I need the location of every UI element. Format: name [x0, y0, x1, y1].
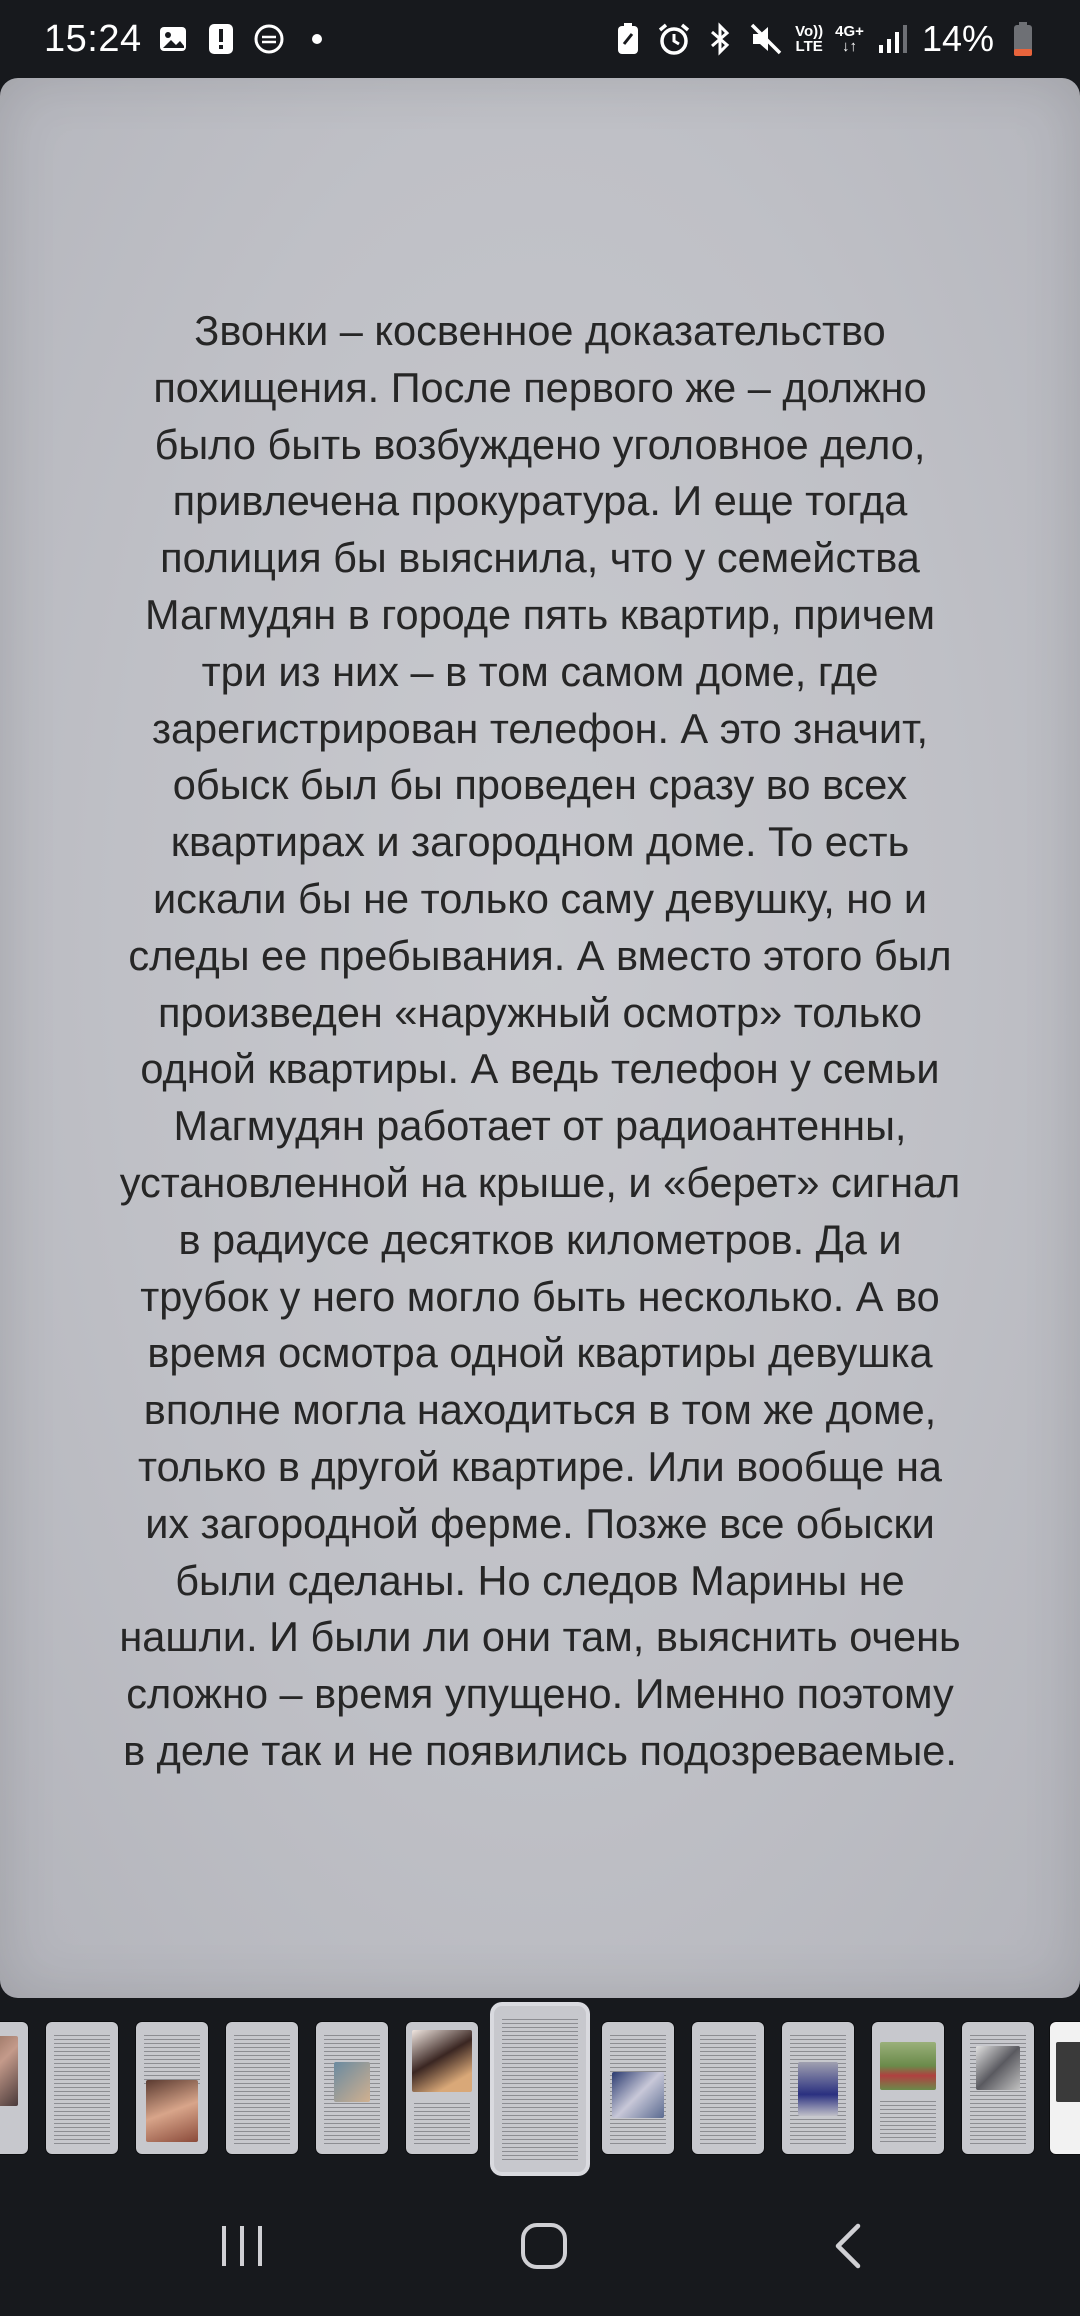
text-line: нашли. И были ли они там, выяснить очень [119, 1613, 961, 1661]
page-thumbnail-selected[interactable] [494, 2006, 586, 2172]
thumbnail-photo [880, 2042, 936, 2090]
back-icon [832, 2222, 864, 2275]
page-thumbnail[interactable] [46, 2022, 118, 2154]
page-text [52, 303, 1028, 1780]
text-line: время осмотра одной квартиры девушка [147, 1329, 933, 1377]
page-sheet[interactable] [0, 78, 1080, 1998]
text-line: в деле так и не появились подозреваемые. [123, 1726, 957, 1774]
text-line: трубок у него могло быть несколько. А во [140, 1272, 940, 1320]
thumbnail-text [234, 2032, 290, 2144]
text-line: одной квартиры. А ведь телефон у семьи [140, 1045, 940, 1093]
gallery-icon [156, 22, 190, 56]
text-line: три из них – в том самом доме, где [201, 647, 879, 695]
4g-icon [835, 24, 864, 54]
text-line: Звонки – косвенное доказательство [194, 307, 886, 354]
text-line: их загородной ферме. Позже все обыски [145, 1499, 935, 1547]
recents-button[interactable] [182, 2208, 302, 2288]
text-line: были сделаны. Но следов Марины не [175, 1556, 905, 1604]
thumbnail-photo [334, 2062, 370, 2102]
text-line: полиция бы выяснила, что у семейства [160, 534, 920, 582]
volte-icon [795, 24, 823, 54]
net-label: 4G+ [835, 23, 864, 40]
home-icon [520, 2222, 568, 2275]
data-arrows: ↓↑ [842, 38, 858, 55]
text-line: вполне могла находиться в том же доме, [143, 1386, 937, 1434]
page-viewer[interactable] [0, 78, 1080, 1998]
text-line: зарегистрирован телефон. А это значит, [151, 704, 929, 752]
thumbnail-photo [798, 2062, 838, 2116]
mute-icon [749, 22, 783, 56]
battery-saver-icon [611, 22, 645, 56]
text-line: произведен «наружный осмотр» только [158, 988, 922, 1036]
text-line: Магмудян работает от радиоантенны, [173, 1102, 907, 1150]
volte-bottom: LTE [795, 38, 823, 55]
thumbnail-photo [1056, 2042, 1080, 2102]
page-thumbnail[interactable] [962, 2022, 1034, 2154]
thumbnail-photo [612, 2072, 664, 2118]
text-line: установленной на крыше, и «берет» сигнал [119, 1158, 961, 1206]
alarm-icon [657, 22, 691, 56]
text-line: сложно – время упущено. Именно поэтому [126, 1670, 954, 1718]
text-line: было быть возбуждено уголовное дело, [154, 420, 926, 468]
thumbnail-text [414, 2100, 470, 2144]
status-bar [0, 0, 1080, 78]
battery-percent: 14% [921, 18, 994, 59]
text-line: искали бы не только саму девушку, но и [152, 874, 927, 922]
page-thumbnail[interactable] [602, 2022, 674, 2154]
thumbnail-text [502, 2016, 578, 2162]
status-right [611, 0, 1040, 78]
page-thumbnail[interactable] [782, 2022, 854, 2154]
thumbnail-text [54, 2032, 110, 2144]
volte-top: Vo)) [795, 23, 824, 40]
text-line: следы ее пребывания. А вместо этого был [128, 931, 952, 979]
page-thumbnail[interactable] [0, 2022, 28, 2154]
text-line: похищения. После первого же – должно [153, 363, 927, 411]
sync-icon [252, 22, 286, 56]
text-line: только в другой квартире. Или вообще на [138, 1442, 942, 1490]
thumbnail-photo [976, 2046, 1020, 2090]
thumbnail-text [700, 2032, 756, 2144]
status-time: 15:24 [44, 17, 142, 60]
page-thumbnail[interactable] [136, 2022, 208, 2154]
thumbnail-text [144, 2032, 200, 2084]
text-line: привлечена прокуратура. И еще тогда [172, 477, 908, 525]
text-line: в радиусе десятков километров. Да и [178, 1215, 902, 1263]
back-button[interactable] [788, 2208, 908, 2288]
page-thumbnail[interactable] [872, 2022, 944, 2154]
text-line: Магмудян в городе пять квартир, причем [144, 590, 936, 638]
alert-icon [204, 22, 238, 56]
page-thumbnail[interactable] [316, 2022, 388, 2154]
battery-icon [1006, 22, 1040, 56]
thumbnail-photo [412, 2030, 472, 2092]
thumbnail-strip[interactable] [0, 2000, 1080, 2180]
thumbnail-photo [0, 2036, 18, 2106]
page-thumbnail[interactable] [692, 2022, 764, 2154]
bluetooth-icon [703, 22, 737, 56]
thumbnail-photo [146, 2080, 198, 2142]
text-line: квартирах и загородном доме. То есть [170, 818, 910, 866]
recents-icon [218, 2224, 266, 2273]
page-thumbnail[interactable] [406, 2022, 478, 2154]
thumbnail-text [880, 2098, 936, 2144]
dot-icon [300, 22, 334, 56]
signal-icon [876, 22, 910, 56]
status-left [44, 0, 334, 78]
text-line: обыск был бы проведен сразу во всех [172, 761, 908, 809]
page-thumbnail[interactable] [226, 2022, 298, 2154]
page-thumbnail[interactable] [1050, 2022, 1080, 2154]
home-button[interactable] [484, 2208, 604, 2288]
navigation-bar [0, 2180, 1080, 2316]
